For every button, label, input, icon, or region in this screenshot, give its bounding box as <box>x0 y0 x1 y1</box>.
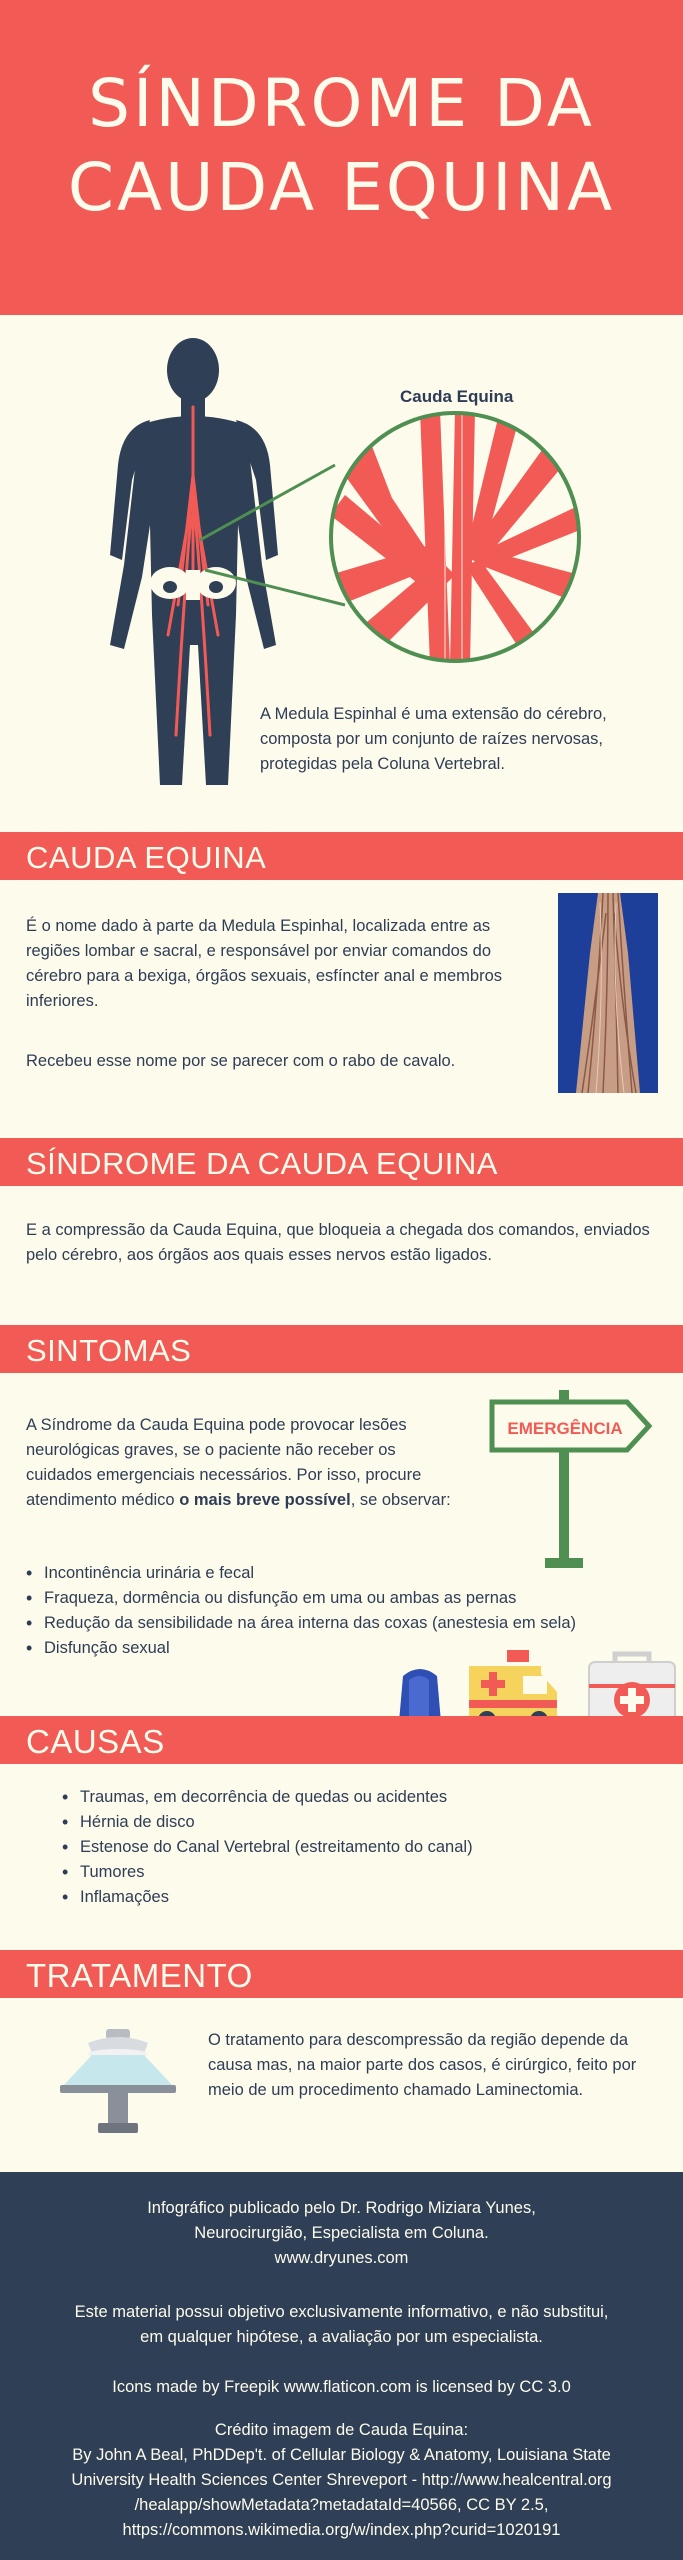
section-band-cauda <box>0 832 683 880</box>
section-band-causas <box>0 1716 683 1764</box>
footer-image-credit-title: Crédito imagem de Cauda Equina: <box>214 2421 469 2439</box>
footer-disclaimer-block <box>20 2300 663 2350</box>
diagram-label: Cauda Equina <box>400 387 514 406</box>
sign-label: EMERGÊNCIA <box>507 1419 623 1438</box>
footer-author-block <box>20 2196 663 2271</box>
footer-icons-credit <box>20 2375 663 2400</box>
causas-list <box>62 1785 662 1910</box>
footer-credit-line-2: Neurocirurgião, Especialista em Coluna. <box>194 2224 489 2242</box>
footer-credit-line-1: Infográfico publicado pelo Dr. Rodrigo Miziara Yunes, <box>147 2199 536 2217</box>
footer-image-credit-line-3: /healapp/showMetadata?metadataId=40566, CC BY 2.5, <box>134 2496 549 2514</box>
sindrome-paragraph: E a compressão da Cauda Equina, que bloqueia a chegada dos comandos, enviados pelo cérebro, aos órgãos aos quais esses nervos estão ligados. <box>26 1221 650 1264</box>
list-item: • Traumas, em decorrência de quedas ou acidentes <box>62 1785 662 1810</box>
cauda-paragraph-2: Recebeu esse nome por se parecer com o rabo de cavalo. <box>26 1052 456 1070</box>
footer-website-link[interactable]: www.dryunes.com <box>274 2249 409 2267</box>
footer-icons-credit-text: Icons made by Freepik www.flaticon.com is licensed by CC 3.0 <box>112 2378 571 2396</box>
footer-image-credit-line-1: By John A Beal, PhDDep't. of Cellular Biology & Anatomy, Louisiana State <box>72 2446 611 2464</box>
sintomas-intro-bold: o mais breve possível <box>179 1491 351 1509</box>
sintomas-intro-end: , se observar: <box>350 1491 451 1509</box>
footer-disclaimer-line-1: Este material possui objetivo exclusivamente informativo, e não substitui, <box>74 2303 609 2321</box>
section-title-cauda: CAUDA EQUINA <box>26 840 267 875</box>
surgical-lamp-icon <box>58 2025 178 2145</box>
section-title-sindrome: SÍNDROME DA CAUDA EQUINA <box>26 1146 498 1181</box>
section-band-tratamento <box>0 1950 683 1998</box>
emergency-sign-icon <box>487 1390 657 1570</box>
title-line-1: SÍNDROME DA <box>88 65 595 142</box>
footer <box>0 2172 683 2560</box>
list-item: • Fraqueza, dormência ou disfunção em uma ou ambas as pernas <box>26 1586 666 1611</box>
footer-image-credit-line-4: https://commons.wikimedia.org/w/index.php?curid=1020191 <box>122 2521 561 2539</box>
anatomy-section <box>0 315 683 830</box>
section-band-sindrome <box>0 1138 683 1186</box>
list-item: • Redução da sensibilidade na área interna das coxas (anestesia em sela) <box>26 1611 666 1636</box>
tratamento-paragraph: O tratamento para descompressão da região depende da causa mas, na maior parte dos casos, é cirúrgico, feito por meio de um procedimento chamado Laminectomia. <box>208 2031 637 2099</box>
header-banner <box>0 0 683 315</box>
list-item: • Tumores <box>62 1860 662 1885</box>
list-item: • Incontinência urinária e fecal <box>26 1561 666 1586</box>
list-item: • Disfunção sexual <box>26 1636 666 1661</box>
sintomas-list <box>26 1561 666 1661</box>
section-band-sintomas <box>0 1325 683 1373</box>
intro-text: A Medula Espinhal é uma extensão do cérebro, composta por um conjunto de raízes nervosas, protegidas pela Coluna Vertebral. <box>260 705 607 773</box>
sintomas-intro <box>26 1413 466 1513</box>
sintomas-intro-text: A Síndrome da Cauda Equina pode provocar lesões neurológicas graves, se o paciente não receber os cuidados emergenciais necessários. Por isso, procure atendimento médico <box>26 1416 422 1509</box>
cauda-equina-photo <box>558 893 658 1093</box>
section-title-tratamento: TRATAMENTO <box>26 1957 253 1994</box>
list-item: • Estenose do Canal Vertebral (estreitamento do canal) <box>62 1835 662 1860</box>
footer-disclaimer-line-2: em qualquer hipótese, a avaliação por um especialista. <box>140 2328 543 2346</box>
footer-image-credit-line-2: University Health Sciences Center Shreveport - http://www.healcentral.org <box>71 2471 612 2489</box>
cauda-paragraph-1: É o nome dado à parte da Medula Espinhal, localizada entre as regiões lombar e sacral, e responsável por enviar comandos do cérebro para a bexiga, órgãos sexuais, esfíncter anal e membros inferiores. <box>26 917 503 1010</box>
title-line-2: CAUDA EQUINA <box>67 149 616 226</box>
section-title-sintomas: SINTOMAS <box>26 1333 192 1368</box>
list-item: • Inflamações <box>62 1885 662 1910</box>
section-title-causas: CAUSAS <box>26 1723 165 1760</box>
footer-image-credit-block <box>20 2418 663 2543</box>
list-item: • Hérnia de disco <box>62 1810 662 1835</box>
page-title <box>0 62 683 230</box>
